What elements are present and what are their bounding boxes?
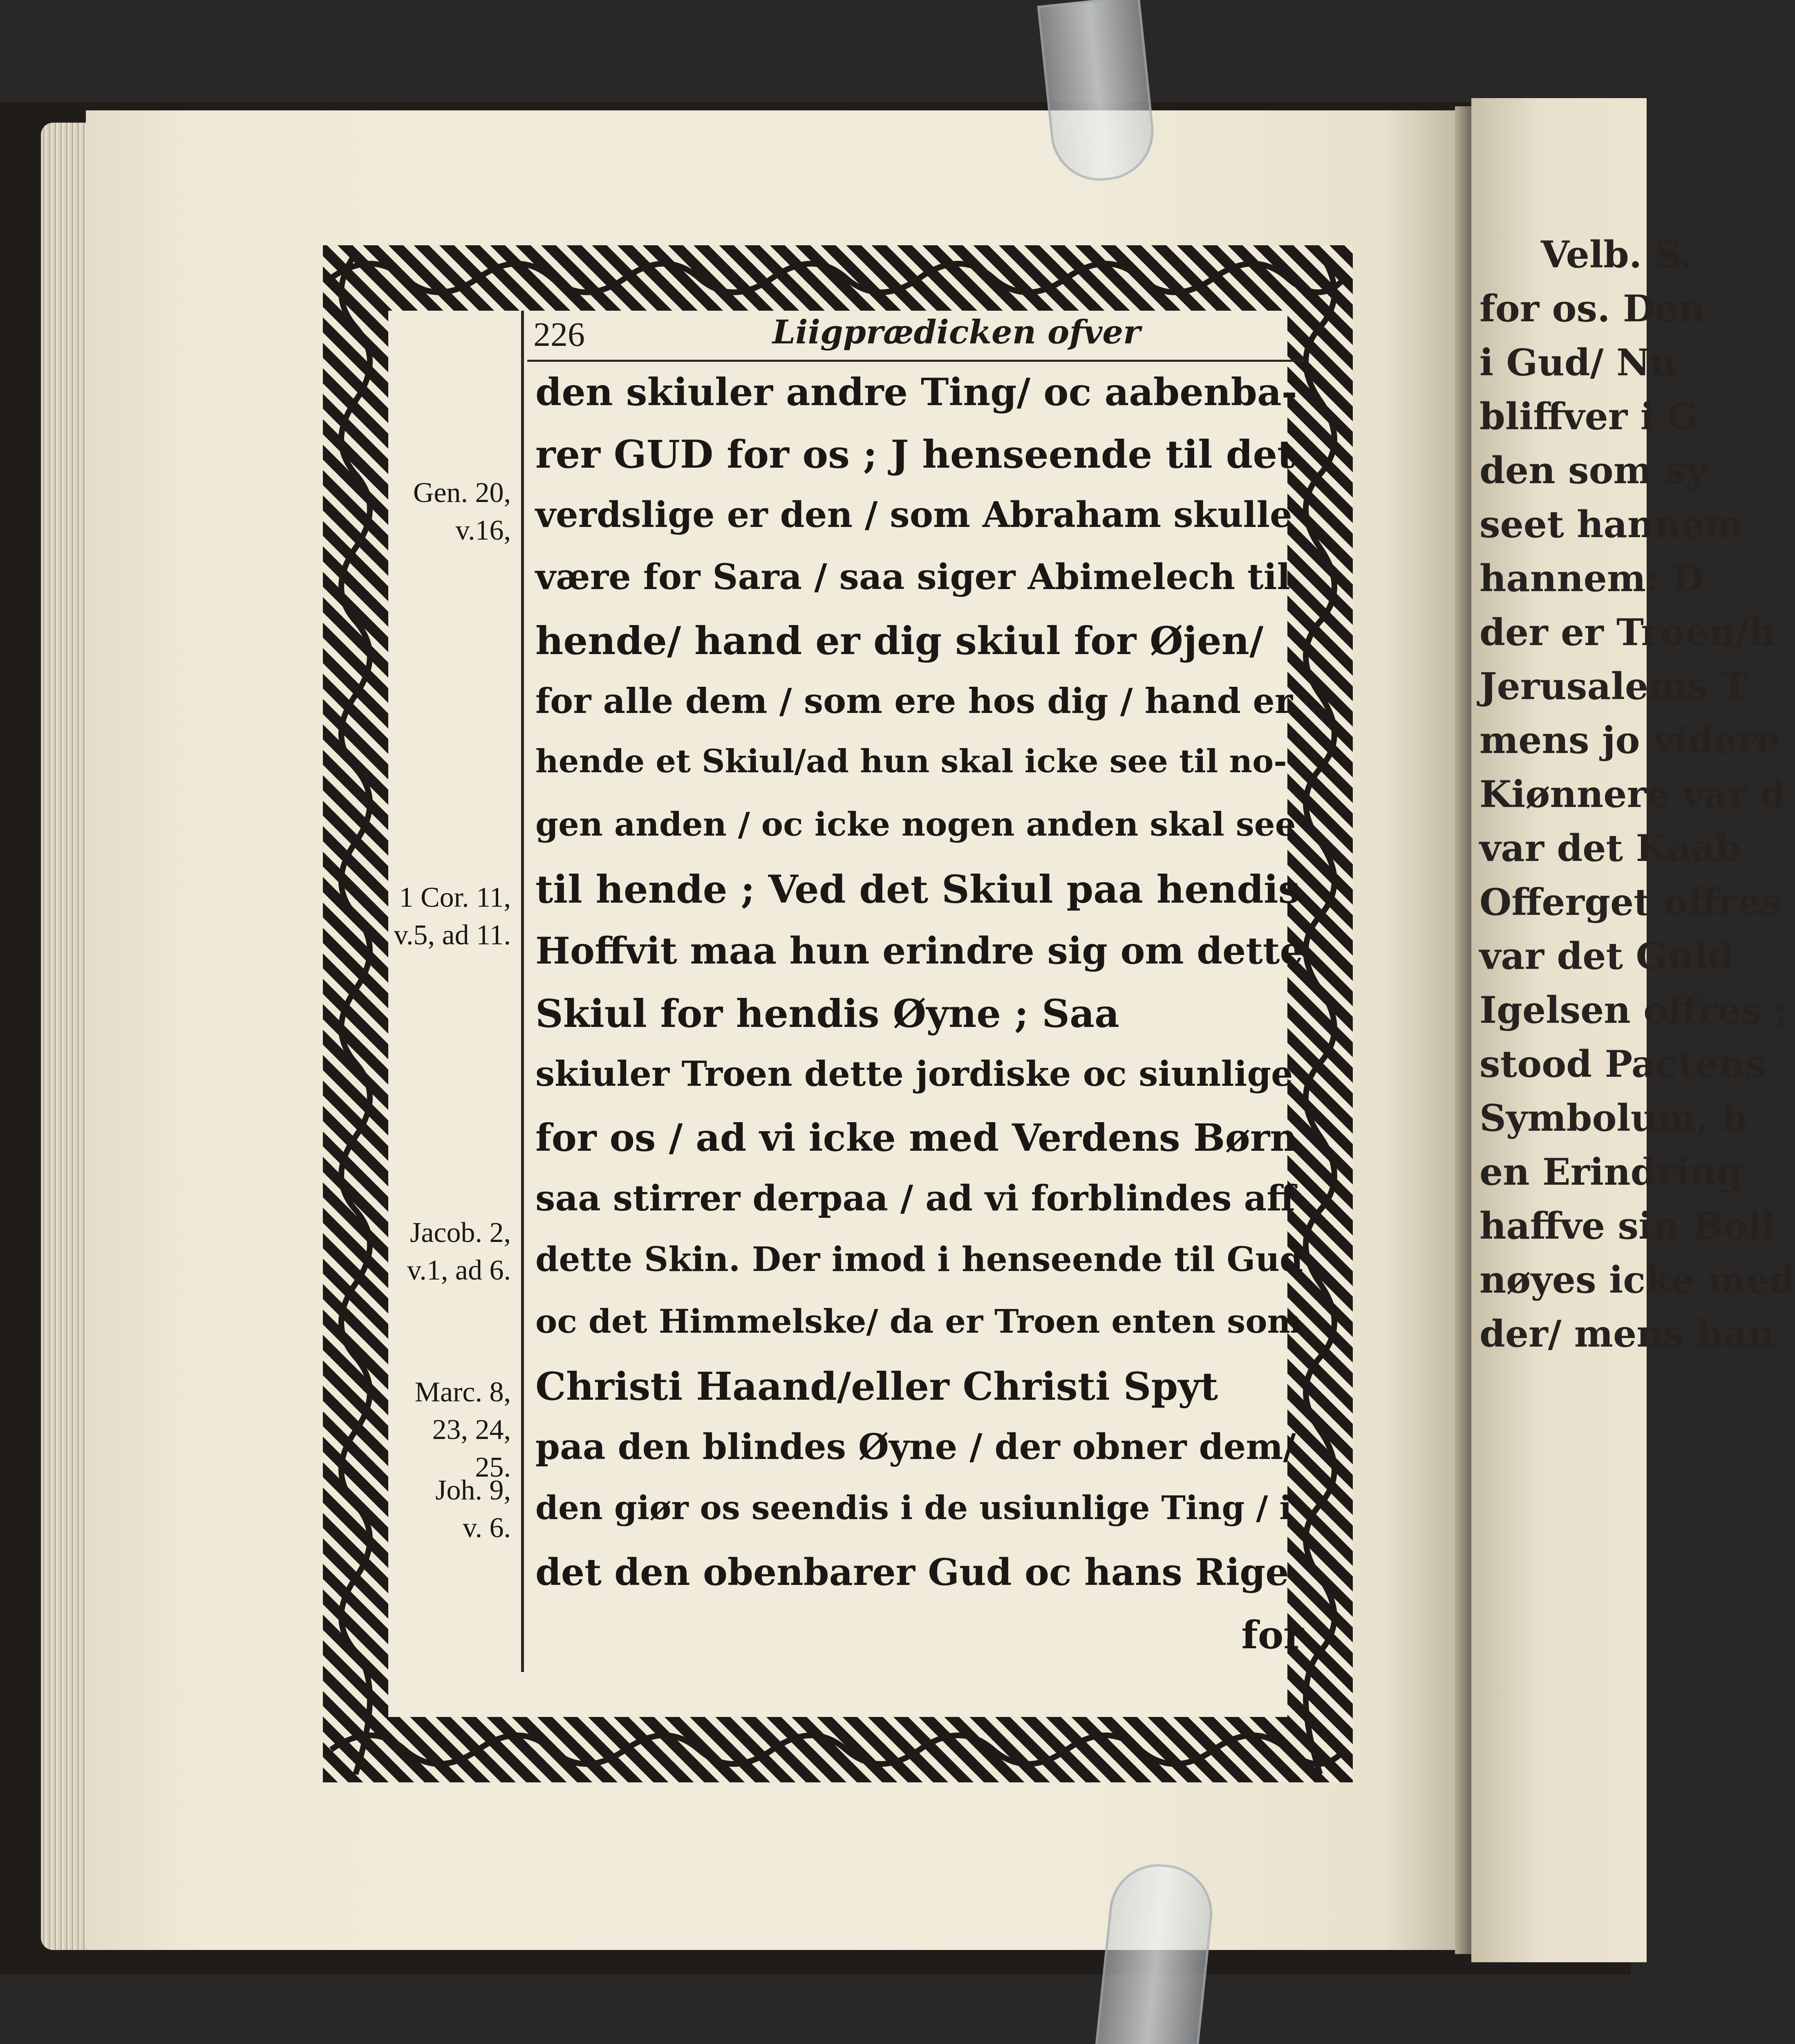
facing-text-line: stood Pactens <box>1479 1042 1766 1086</box>
facing-page-text <box>1471 98 1795 1962</box>
text-line: den skiuler andre Ting/ oc aabenba- <box>535 370 1297 414</box>
facing-text-line: der er Troen/h <box>1479 611 1775 654</box>
text-line: hende/ hand er dig skiul for Øjen/ <box>535 619 1264 663</box>
facing-text-line: mens jo videre <box>1479 719 1780 762</box>
margin-note-jacob: Jacob. 2, v.1, ad 6. <box>407 1217 511 1286</box>
text-line: Christi Haand/eller Christi Spyt <box>535 1364 1218 1409</box>
text-line: for os / ad vi icke med Verdens Børn <box>535 1116 1298 1160</box>
facing-text-line: for os. Den <box>1479 287 1705 330</box>
facing-text-line: hannem: D <box>1479 557 1704 600</box>
facing-text-line: Symbolum, h <box>1479 1096 1749 1140</box>
text-line: det den obenbarer Gud oc hans Rige <box>535 1551 1289 1594</box>
margin-note-marc: Marc. 8, 23, 24, 25. <box>414 1376 511 1483</box>
facing-text-line: Velb. S. <box>1541 233 1693 276</box>
text-line: verdslige er den / som Abraham skulle <box>535 494 1292 536</box>
margin-note-1cor: 1 Cor. 11, v.5, ad 11. <box>394 882 511 951</box>
facing-text-line: bliffver i G <box>1479 395 1699 438</box>
text-line: hende et Skiul/ad hun skal icke see til no- <box>535 743 1287 780</box>
facing-text-line: nøyes icke med <box>1479 1258 1795 1302</box>
facing-text-line: den som sy <box>1479 449 1708 492</box>
facing-text-line: haffve sin Boli <box>1479 1204 1776 1248</box>
page-edges <box>41 123 90 1950</box>
facing-text-line: Offerget offres <box>1479 881 1782 924</box>
text-line: saa stirrer derpaa / ad vi forblindes aff <box>535 1178 1296 1219</box>
facing-text-line: en Erindring <box>1479 1150 1742 1194</box>
text-line: Hoffvit maa hun erindre sig om dette <box>535 929 1303 973</box>
facing-text-line: seet hannem <box>1479 503 1744 546</box>
facing-text-line: Jerusalems T <box>1479 665 1748 708</box>
margin-note-joh: Joh. 9, v. 6. <box>435 1475 511 1544</box>
text-line: dette Skin. Der imod i henseende til Gud <box>535 1240 1303 1279</box>
page-number: 226 <box>533 316 585 354</box>
text-line: til hende ; Ved det Skiul paa hendis <box>535 867 1300 912</box>
margin-note-gen: Gen. 20, v.16, <box>413 477 511 546</box>
text-line: være for Sara / saa siger Abimelech til <box>535 556 1291 598</box>
text-line: den giør os seendis i de usiunlige Ting / i <box>535 1488 1292 1527</box>
facing-text-line: der/ mens han <box>1479 1312 1774 1356</box>
text-line: for alle dem / som ere hos dig / hand er <box>535 681 1293 721</box>
text-line: Skiul for hendis Øyne ; Saa <box>535 991 1119 1036</box>
text-line: oc det Himmelske/ da er Troen enten som <box>535 1302 1302 1340</box>
facing-page <box>1471 98 1795 1962</box>
facing-text-line: i Gud/ Nu <box>1479 341 1677 384</box>
facing-text-line: var det Guld <box>1479 935 1734 978</box>
text-line: rer GUD for os ; J henseende til det <box>535 432 1295 477</box>
text-line: for <box>1241 1613 1304 1658</box>
text-line: skiuler Troen dette jordiske oc siunlige <box>535 1053 1293 1094</box>
running-head <box>527 311 1304 362</box>
text-line: paa den blindes Øyne / der obner dem/ <box>535 1426 1296 1468</box>
running-head-title: Liigprædicken ofver <box>772 313 1141 351</box>
text-line: gen anden / oc icke nogen anden skal see <box>535 805 1296 843</box>
margin-column-rule <box>521 311 524 1672</box>
facing-text-line: var det Kaab <box>1479 827 1741 870</box>
facing-text-line: Igelsen offres ; <box>1479 988 1788 1032</box>
facing-text-line: Kiønnere var d <box>1479 773 1786 816</box>
